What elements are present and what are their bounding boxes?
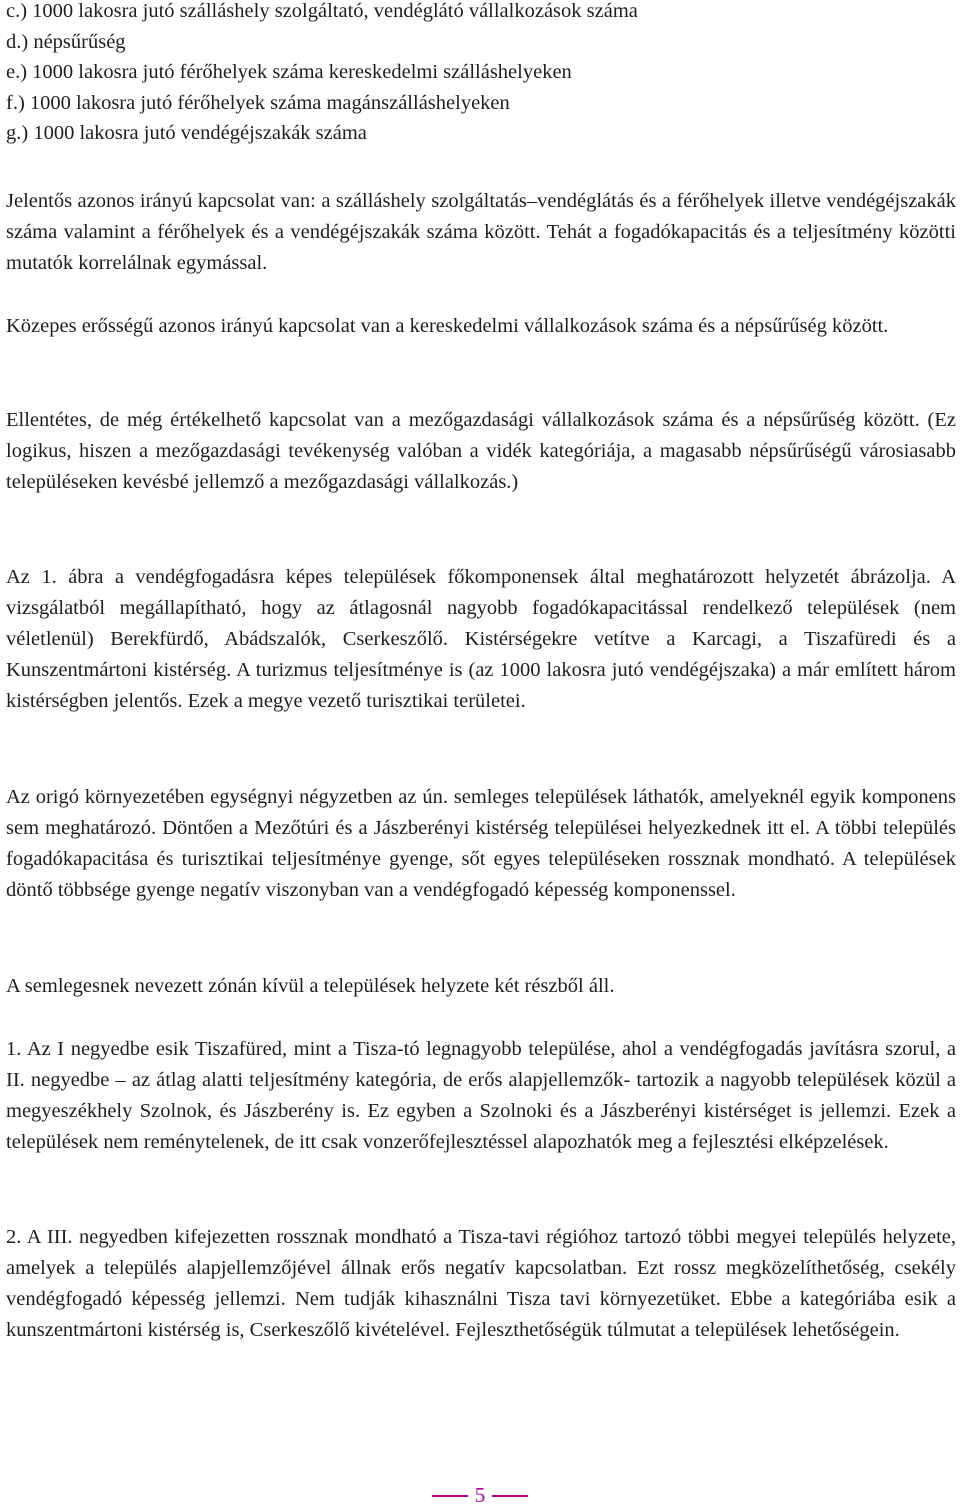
list-item: g.) 1000 lakosra jutó vendégéjszakák száma (6, 122, 367, 144)
list-item: f.) 1000 lakosra jutó férőhelyek száma magánszálláshelyeken (6, 91, 510, 114)
paragraph-negative-correlation: Ellentétes, de még értékelhető kapcsolat van a mezőgazdasági vállalkozások száma és a népsűrűség között. (Ez logikus, hiszen a mezőgazdasági tevékenység valóban a vidék kategóriája, a magasabb népsűrűségű városiasabb településeken kevésbé jellemző a mezőgazdasági vállalkozás.) (6, 409, 956, 493)
indicator-list (6, 0, 638, 149)
paragraph-medium-correlation: Közepes erősségű azonos irányú kapcsolat van a kereskedelmi vállalkozások száma és a népsűrűség között. (6, 315, 889, 337)
page-number: 5 (474, 1482, 486, 1507)
page-footer (0, 1480, 960, 1510)
paragraph-quadrant-three: 2. A III. negyedben kifejezetten rossznak mondható a Tisza-tavi régióhoz tartozó többi megyei település helyzete, amelyek a település alapjellemzőjével állnak erős negatív kapcsolatban. Ezt rossz megközelíthetőség, csekély vendégfogadó képesség jellemzi. Nem tudják kihasználni Tisza tavi környezetüket. Ebbe a kategóriába esik a kunszentmártoni kistérség is, Cserkeszőlő kivételével. Fejleszthetőségük túlmutat a települések lehetőségein. (6, 1226, 956, 1341)
list-item: e.) 1000 lakosra jutó férőhelyek száma kereskedelmi szálláshelyeken (6, 61, 572, 83)
paragraph-figure-description: Az 1. ábra a vendégfogadásra képes települések főkomponensek által meghatározott helyzetét ábrázolja. A vizsgálatból megállapítható, hogy az átlagosnál nagyobb fogadókapacitással rendelkező települések (nem véletlenül) Berekfürdő, Abádszalók, Cserkeszőlő. Kistérségekre vetítve a Karcagi, a Tiszafüredi és a Kunszentmártoni kistérség. A turizmus teljesítménye is (az 1000 lakosra jutó vendégéjszaka) a már említett három kistérségben jelentős. Ezek a megye vezető turisztikai területei. (6, 566, 956, 712)
paragraph-zone-intro: A semlegesnek nevezett zónán kívül a települések helyzete két részből áll. (6, 975, 615, 997)
footer-rule-left (432, 1495, 468, 1497)
paragraph-strong-correlation: Jelentős azonos irányú kapcsolat van: a szálláshely szolgáltatás–vendéglátás és a férőhelyek illetve vendégéjszakák száma valamint a férőhelyek és a vendégéjszakák száma között. Tehát a fogadókapacitás és a teljesítmény közötti mutatók korrelálnak egymással. (6, 190, 956, 274)
list-item: d.) népsűrűség (6, 30, 126, 53)
list-item: c.) 1000 lakosra jutó szálláshely szolgáltató, vendéglátó vállalkozások száma (6, 0, 638, 22)
footer-rule-right (492, 1495, 528, 1497)
paragraph-quadrant-one-two: 1. Az I negyedbe esik Tiszafüred, mint a Tisza-tó legnagyobb települése, ahol a vendégfogadás javításra szorul, a II. negyedbe – az átlag alatti teljesítmény kategória, de erős alapjellemzők- tartozik a nagyobb települések közül a megyeszékhely Szolnok, és Jászberény is. Ez egyben a Szolnoki és a Jászberényi kistérséget is jellemzi. Ezek a települések nem reménytelenek, de itt csak vonzerőfejlesztéssel alapozhatók meg a fejlesztési elképzelések. (6, 1038, 956, 1153)
paragraph-neutral-settlements: Az origó környezetében egységnyi négyzetben az ún. semleges települések láthatók, amelyeknél egyik komponens sem meghatározó. Döntően a Mezőtúri és a Jászberényi kistérség települései helyezkednek itt el. A többi település fogadókapacitása és turisztikai teljesítménye gyenge, sőt egyes településeken rossznak mondható. A települések döntő többsége gyenge negatív viszonyban van a vendégfogadó képesség komponenssel. (6, 786, 956, 901)
